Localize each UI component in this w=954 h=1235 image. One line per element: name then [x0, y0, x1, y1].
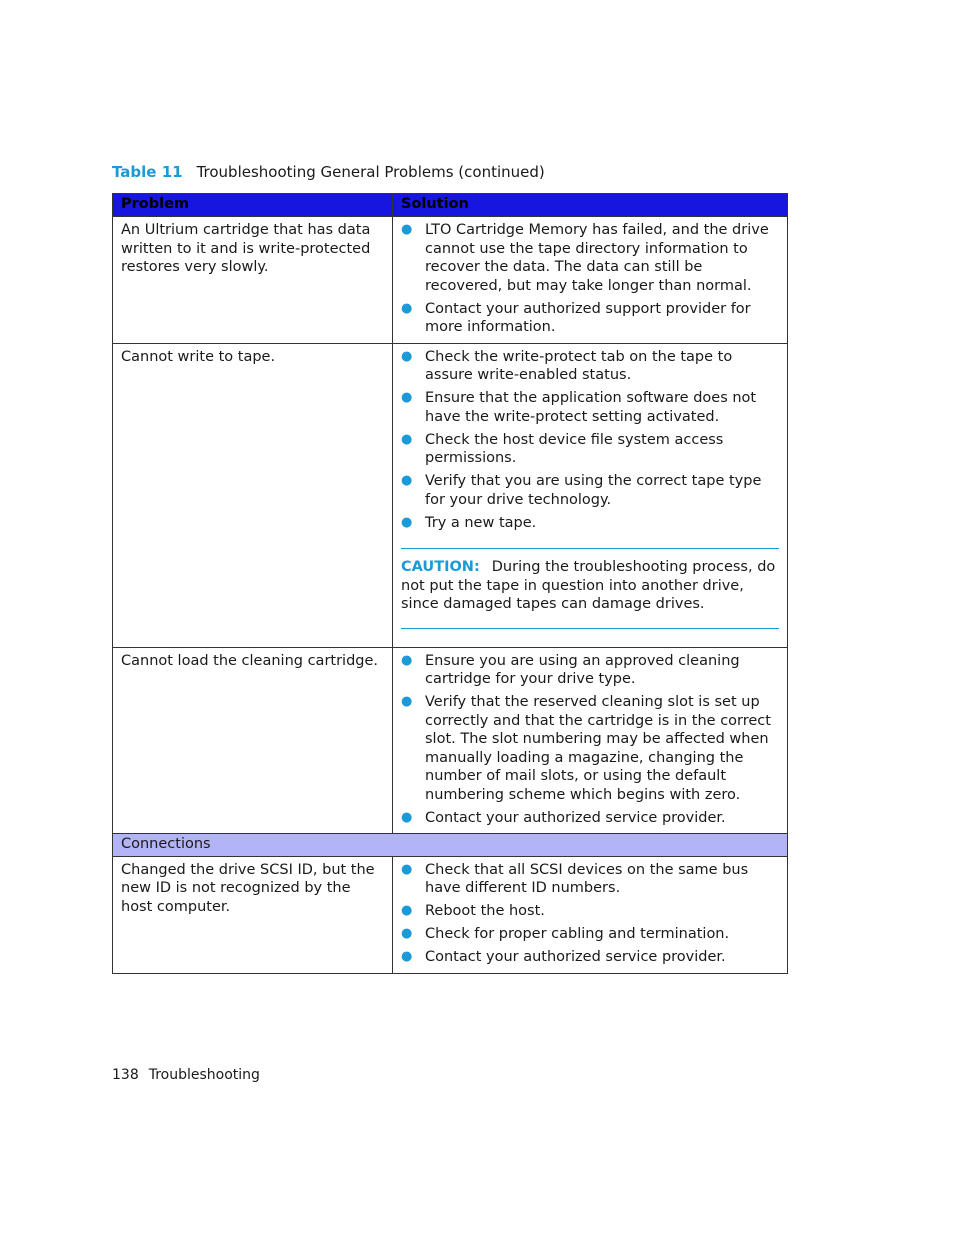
bullet-icon: ● — [401, 514, 413, 530]
solution-cell — [393, 647, 788, 834]
bullet-icon: ● — [401, 300, 413, 316]
list-item — [401, 514, 779, 533]
solution-text: LTO Cartridge Memory has failed, and the drive cannot use the tape directory information to recover the data. The data can still be recovered, but may take longer than normal. — [425, 222, 769, 294]
list-item — [401, 809, 779, 828]
solution-text: Check the write-protect tab on the tape to assure write-enabled status. — [425, 348, 733, 383]
page-number: 138 — [112, 1067, 139, 1083]
table-number: Table 11 — [112, 163, 183, 181]
problem-cell: Cannot load the cleaning cartridge. — [113, 647, 393, 834]
problem-cell: An Ultrium cartridge that has data written to it and is write-protected restores very slowly. — [113, 217, 393, 344]
bullet-icon: ● — [401, 949, 413, 964]
troubleshooting-table — [112, 193, 788, 974]
solution-list — [401, 221, 779, 337]
list-item — [401, 693, 779, 804]
problem-cell: Cannot write to tape. — [113, 343, 393, 647]
bullet-icon: ● — [401, 222, 413, 237]
bullet-icon: ● — [401, 694, 413, 709]
table-row — [113, 647, 788, 834]
chapter-name: Troubleshooting — [148, 1067, 260, 1083]
solution-cell — [393, 856, 788, 973]
list-item — [401, 431, 779, 468]
caution-note — [401, 548, 779, 629]
section-row — [113, 834, 788, 857]
page-footer — [112, 1067, 260, 1083]
table-row — [113, 217, 788, 344]
header-problem: Problem — [113, 194, 393, 217]
bullet-icon: ● — [401, 861, 413, 877]
bullet-icon: ● — [401, 652, 413, 668]
bullet-icon: ● — [401, 926, 413, 941]
table-row — [113, 856, 788, 973]
solution-cell — [393, 343, 788, 647]
caution-text: During the troubleshooting process, do not put the tape in question into another drive, since damaged tapes can damage drives. — [401, 559, 776, 612]
solution-text: Contact your authorized service provider. — [425, 949, 726, 965]
header-solution: Solution — [393, 194, 788, 217]
table-row — [113, 343, 788, 647]
solution-list — [401, 348, 779, 533]
solution-text: Reboot the host. — [425, 903, 545, 919]
list-item — [401, 948, 779, 967]
list-item — [401, 300, 779, 337]
caution-label: CAUTION: — [401, 559, 480, 575]
list-item — [401, 348, 779, 385]
table-caption — [112, 163, 545, 181]
bullet-icon: ● — [401, 348, 413, 364]
list-item — [401, 389, 779, 426]
solution-text: Ensure you are using an approved cleaning cartridge for your drive type. — [425, 652, 740, 687]
solution-cell — [393, 217, 788, 344]
list-item — [401, 221, 779, 295]
solution-list — [401, 652, 779, 828]
solution-text: Check for proper cabling and termination. — [425, 926, 730, 942]
section-title: Connections — [113, 834, 788, 857]
bullet-icon: ● — [401, 903, 413, 918]
list-item — [401, 472, 779, 509]
solution-text: Ensure that the application software does not have the write-protect setting activated. — [425, 390, 757, 425]
solution-list — [401, 861, 779, 967]
bullet-icon: ● — [401, 473, 413, 488]
list-item — [401, 925, 779, 944]
table-header-row — [113, 194, 788, 217]
bullet-icon: ● — [401, 809, 413, 825]
bullet-icon: ● — [401, 390, 413, 405]
list-item — [401, 902, 779, 921]
solution-text: Contact your authorized support provider for more information. — [425, 300, 751, 335]
solution-text: Try a new tape. — [425, 514, 537, 531]
solution-text: Verify that the reserved cleaning slot is set up correctly and that the cartridge is in the correct slot. The slot numbering may be affected when manually loading a magazine, changing the number of mail slots, or using the default numbering scheme which begins with zero. — [425, 694, 771, 803]
solution-text: Contact your authorized service provider. — [425, 809, 726, 826]
solution-text: Check that all SCSI devices on the same bus have different ID numbers. — [425, 861, 749, 896]
list-item — [401, 652, 779, 689]
bullet-icon: ● — [401, 431, 413, 447]
list-item — [401, 861, 779, 898]
table-title: Troubleshooting General Problems (continued) — [196, 163, 545, 181]
solution-text: Check the host device file system access permissions. — [425, 431, 724, 466]
problem-cell: Changed the drive SCSI ID, but the new ID is not recognized by the host computer. — [113, 856, 393, 973]
solution-text: Verify that you are using the correct tape type for your drive technology. — [425, 473, 762, 508]
